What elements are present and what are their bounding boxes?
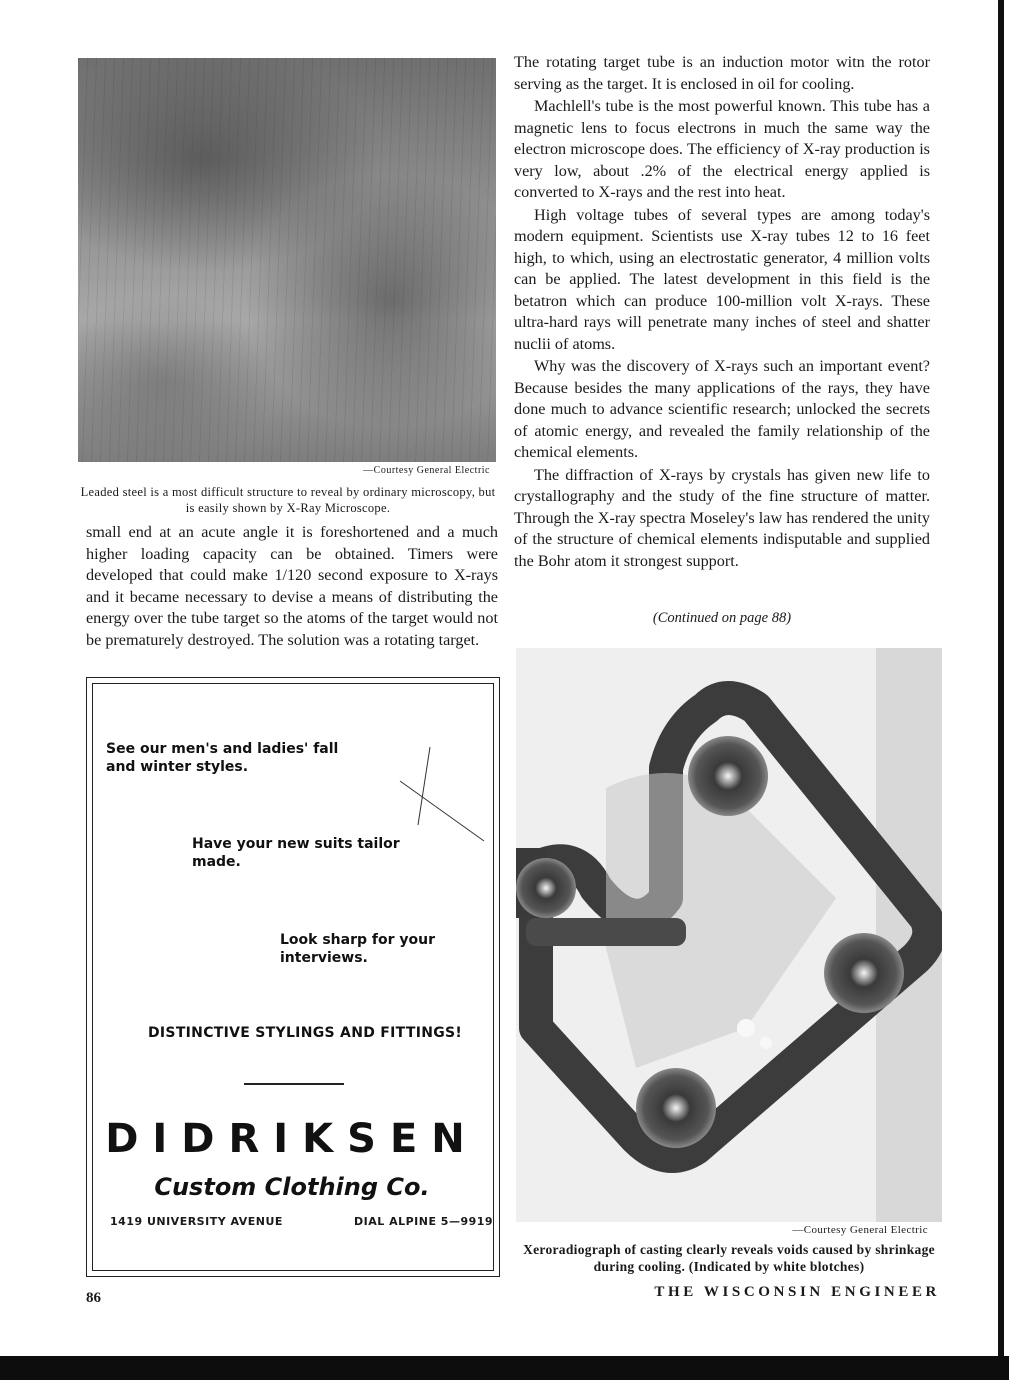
photo-credit-top: —Courtesy General Electric: [363, 465, 490, 476]
left-column: [86, 522, 498, 651]
photo-caption-top: Leaded steel is a most difficult structure to reveal by ordinary microscopy, but is easily shown by X-Ray Microscope.: [80, 485, 496, 515]
ad-interviews-text: Look sharp for your interviews.: [280, 932, 435, 966]
paragraph-discovery: Why was the discovery of X-rays such an important event? Because besides the many applications of the rays, they have done much to advance scientific research; unlocked the secrets of atomic energy, and revealed the family relationship of the chemical elements.: [514, 357, 930, 461]
ad-styles-text: See our men's and ladies' fall and winter styles.: [106, 741, 339, 775]
paragraph-rotating-target: The rotating target tube is an induction motor witn the rotor serving as the target. It is enclosed in oil for cooling.: [514, 53, 930, 93]
ad-address: 1419 UNIVERSITY AVENUE: [110, 1215, 283, 1228]
ad-phone: DIAL ALPINE 5—9919: [354, 1215, 494, 1228]
pencil-mark: [396, 745, 488, 845]
ad-brand-subtitle: Custom Clothing Co.: [154, 1173, 430, 1201]
ad-slogan: DISTINCTIVE STYLINGS AND FITTINGS!: [148, 1025, 463, 1041]
journal-name: THE WISCONSIN ENGINEER: [654, 1284, 940, 1300]
paragraph-machlell-tube: Machlell's tube is the most powerful known. This tube has a magnetic lens to focus electrons in much the same way the electron microscope does. The efficiency of X-ray production is very low, about .2% of the electrical energy applied is converted to X-rays and the rest into heat.: [514, 97, 930, 201]
paragraph-high-voltage: High voltage tubes of several types are among today's modern equipment. Scientists use X-ray tubes 12 to 16 feet high, to which, using an electrostatic generator, 4 million volts can be applied. The latest development in this field is the betatron which can produce 100-million volt X-rays. These ultra-hard rays will penetrate many inches of steel and shatter nuclii of atoms.: [514, 205, 930, 353]
xeroradiograph-photo: [516, 648, 942, 1222]
scan-edge-bottom: [0, 1356, 1009, 1380]
left-column-paragraph: small end at an acute angle it is foreshortened and a much higher loading capacity can be obtained. Timers were developed that could make 1/120 second exposure to X-rays and it became necessary to devise a means of distributing the energy over the tube target so the atoms of the target would not be prematurely destroyed. The solution was a rotating target.: [86, 523, 498, 649]
scan-edge-right: [998, 0, 1004, 1380]
ad-divider: [244, 1083, 344, 1085]
photo-credit-bottom: —Courtesy General Electric: [792, 1224, 928, 1236]
leaded-steel-photo: [78, 58, 496, 462]
page-number: 86: [86, 1290, 101, 1306]
ad-tailor-text: Have your new suits tailor made.: [192, 836, 400, 870]
photo-caption-bottom: Xeroradiograph of casting clearly reveals voids caused by shrinkage during cooling. (Indicated by white blotches): [523, 1242, 935, 1274]
right-column: [514, 52, 930, 573]
paragraph-diffraction: The diffraction of X-rays by crystals has given new life to crystallography and the study of the fine structure of matter. Through the X-ray spectra Moseley's law has rendered the unity of the structure of chemical elements indisputable and supplied the Bohr atom it strongest support.: [514, 465, 930, 570]
ad-brand-name: DIDRIKSEN: [105, 1116, 479, 1162]
continued-note: (Continued on page 88): [652, 610, 792, 626]
